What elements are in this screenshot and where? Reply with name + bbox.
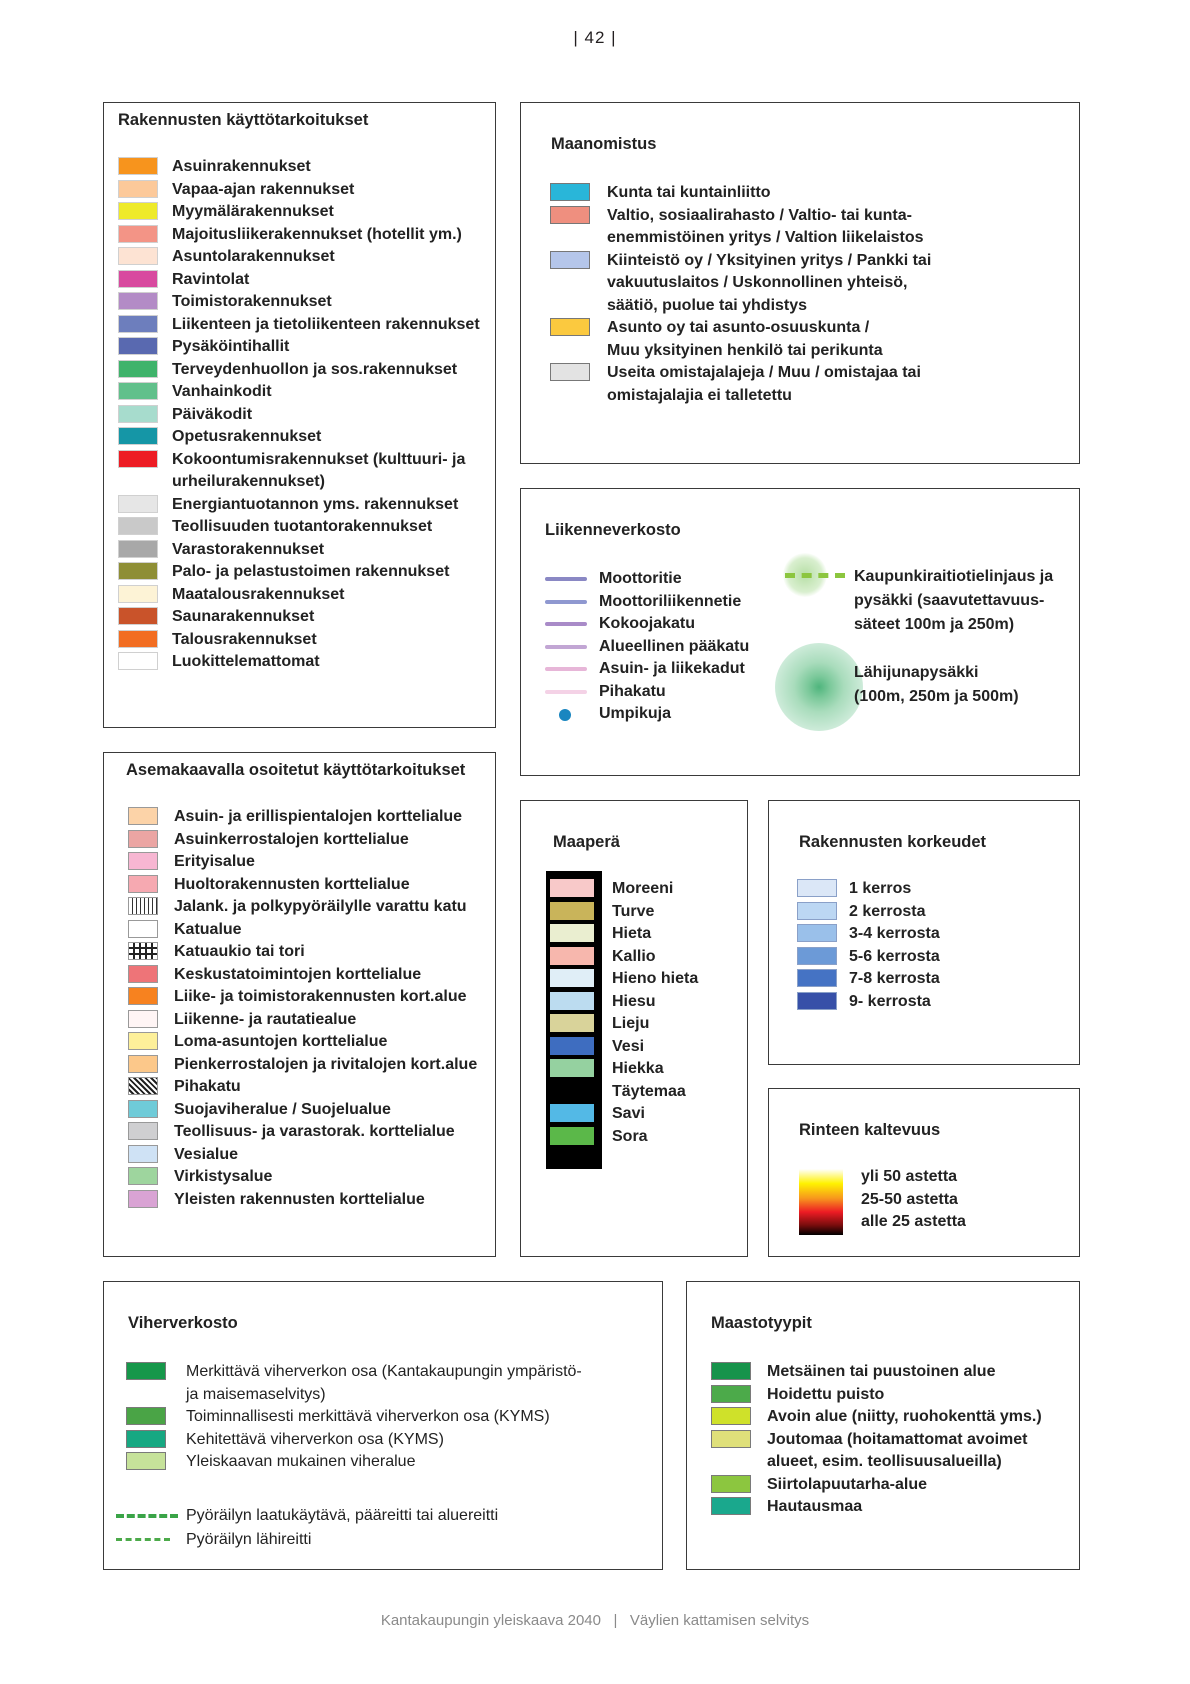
- legend-swatch: [550, 1014, 594, 1032]
- legend-swatch: [128, 1010, 158, 1028]
- legend-swatch: [126, 1362, 166, 1380]
- footer-document-title: Kantakaupungin yleiskaava 2040: [380, 1612, 601, 1629]
- legend-label: Varastorakennukset: [172, 540, 325, 558]
- page-number: | 42 |: [573, 28, 617, 47]
- legend-label: Asuinkerrostalojen korttelialue: [174, 830, 409, 848]
- legend-label: Umpikuja: [599, 705, 672, 722]
- legend-swatch: [128, 897, 158, 915]
- slope-gradient: [799, 1169, 843, 1235]
- legend-label: enemmistöinen yritys / Valtion liikelaistos: [607, 229, 924, 246]
- legend-label: Avoin alue (niitty, ruohokenttä yms.): [767, 1408, 1042, 1425]
- legend-soil: [520, 800, 748, 1257]
- road-line-symbol: [545, 645, 587, 649]
- legend-swatch: [118, 540, 158, 558]
- legend-label: Terveydenhuollon ja sos.rakennukset: [172, 360, 458, 378]
- legend-label: Täytemaa: [612, 1082, 686, 1100]
- legend-label: Hiesu: [612, 992, 656, 1010]
- legend-swatch: [711, 1407, 751, 1425]
- legend-slope: [768, 1088, 1080, 1257]
- legend-swatch: [797, 924, 837, 942]
- legend-swatch: [797, 879, 837, 897]
- legend-swatch: [118, 562, 158, 580]
- legend-label: Asunto oy tai asunto-osuuskunta /: [607, 319, 870, 336]
- legend-label: Liikenteen ja tietoliikenteen rakennukset: [172, 315, 480, 333]
- legend-swatch: [118, 382, 158, 400]
- footer-section-title: Väylien kattamisen selvitys: [629, 1612, 810, 1629]
- legend-label: Savi: [612, 1105, 645, 1122]
- legend-label: Useita omistajalajeja / Muu / omistajaa tai: [607, 364, 921, 381]
- legend-label: Myymälärakennukset: [172, 203, 334, 220]
- legend-title: Rinteen kaltevuus: [799, 1121, 941, 1139]
- legend-swatch: [118, 495, 158, 513]
- legend-label: Valtio, sosiaalirahasto / Valtio- tai kunta-: [607, 206, 912, 224]
- legend-swatch: [550, 1082, 594, 1100]
- legend-swatch: [550, 947, 594, 965]
- legend-label: Yleisten rakennusten korttelialue: [174, 1190, 425, 1208]
- legend-label: omistajalajia ei talletettu: [607, 386, 792, 404]
- legend-swatch: [550, 902, 594, 920]
- legend-label: Toiminnallisesti merkittävä viherverkon osa (KYMS): [186, 1408, 550, 1425]
- legend-label: Loma-asuntojen korttelialue: [174, 1033, 388, 1050]
- legend-swatch: [128, 830, 158, 848]
- legend-label: Suojaviheralue / Suojelualue: [174, 1100, 391, 1118]
- legend-swatch: [128, 1145, 158, 1163]
- legend-swatch: [128, 1032, 158, 1050]
- legend-label: Teollisuus- ja varastorak. korttelialue: [174, 1123, 455, 1140]
- road-line-symbol: [545, 690, 587, 694]
- legend-building-heights: [768, 800, 1080, 1065]
- legend-swatch: [128, 1100, 158, 1118]
- dead-end-dot: [559, 709, 571, 721]
- legend-label: Vesi: [612, 1037, 645, 1055]
- legend-label: Turve: [612, 902, 655, 920]
- legend-label: Kiinteistö oy / Yksityinen yritys / Pankki tai: [607, 251, 932, 269]
- legend-swatch: [128, 987, 158, 1005]
- legend-label: Kokoojakatu: [599, 615, 696, 632]
- legend-swatch: [550, 879, 594, 897]
- legend-label: säätiö, puolue tai yhdistys: [607, 296, 808, 314]
- legend-swatch: [128, 1190, 158, 1208]
- legend-label: Katuaukio tai tori: [174, 943, 305, 960]
- legend-swatch: [550, 1127, 594, 1145]
- legend-label: 5-6 kerrosta: [849, 947, 940, 965]
- footer: [0, 1612, 1190, 1629]
- cycle-local-route-label: Pyöräilyn lähireitti: [186, 1531, 312, 1548]
- legend-label: Jalank. ja polkypyöräilylle varattu katu: [174, 898, 467, 915]
- legend-label: Pihakatu: [174, 1078, 241, 1095]
- legend-title: Maaperä: [553, 833, 620, 851]
- legend-label: Asuin- ja erillispientalojen korttelialue: [174, 808, 463, 825]
- road-line-symbol: [545, 667, 587, 671]
- legend-label: 3-4 kerrosta: [849, 925, 940, 942]
- legend-swatch: [711, 1497, 751, 1515]
- legend-label: alueet, esim. teollisuusalueilla): [767, 1453, 1002, 1470]
- legend-title: Liikenneverkosto: [545, 521, 681, 539]
- tram-label-3: säteet 100m ja 250m): [854, 616, 1015, 633]
- legend-title: Rakennusten käyttötarkoitukset: [118, 111, 369, 129]
- legend-label: Hoidettu puisto: [767, 1385, 885, 1403]
- legend-swatch: [118, 270, 158, 288]
- legend-swatch: [118, 315, 158, 333]
- legend-swatch: [711, 1385, 751, 1403]
- legend-label: Hieno hieta: [612, 970, 699, 987]
- footer-separator: |: [613, 1612, 618, 1629]
- legend-swatch: [550, 183, 590, 201]
- legend-label: Päiväkodit: [172, 405, 253, 423]
- legend-swatch: [118, 517, 158, 535]
- legend-traffic-network: [520, 488, 1080, 776]
- legend-swatch: [128, 875, 158, 893]
- legend-swatch: [711, 1362, 751, 1380]
- legend-label: Siirtolapuutarha-alue: [767, 1475, 928, 1493]
- legend-label: Erityisalue: [174, 853, 255, 870]
- legend-swatch: [118, 607, 158, 625]
- legend-swatch: [550, 251, 590, 269]
- legend-swatch: [118, 225, 158, 243]
- legend-label: Palo- ja pelastustoimen rakennukset: [172, 563, 450, 580]
- legend-label: Yleiskaavan mukainen viheralue: [186, 1453, 416, 1470]
- legend-label: Maatalousrakennukset: [172, 585, 345, 603]
- legend-label: Talousrakennukset: [172, 630, 317, 648]
- legend-swatch: [128, 965, 158, 983]
- cycle-main-route-label: Pyöräilyn laatukäytävä, pääreitti tai aluereitti: [186, 1507, 499, 1524]
- train-label-2: (100m, 250m ja 500m): [854, 688, 1019, 705]
- legend-swatch: [128, 920, 158, 938]
- cycle-local-route-line: [116, 1538, 170, 1541]
- legend-swatch: [550, 1104, 594, 1122]
- legend-label: Hautausmaa: [767, 1498, 863, 1515]
- legend-swatch: [118, 157, 158, 175]
- legend-swatch: [128, 1122, 158, 1140]
- tram-label-1: Kaupunkiraitiotielinjaus ja: [854, 568, 1054, 585]
- road-line-symbol: [545, 600, 587, 604]
- legend-title: Viherverkosto: [128, 1314, 238, 1332]
- legend-label: Kunta tai kuntainliitto: [607, 184, 771, 201]
- legend-swatch: [550, 924, 594, 942]
- legend-label: Asuinrakennukset: [172, 158, 311, 175]
- legend-label: Pihakatu: [599, 682, 666, 700]
- legend-label: Saunarakennukset: [172, 608, 315, 625]
- legend-swatch: [118, 630, 158, 648]
- legend-label: Muu yksityinen henkilö tai perikunta: [607, 341, 883, 359]
- legend-label: 9- kerrosta: [849, 992, 931, 1010]
- legend-swatch: [118, 180, 158, 198]
- legend-label: Kehitettävä viherverkon osa (KYMS): [186, 1430, 444, 1448]
- legend-label: yli 50 astetta: [861, 1168, 958, 1185]
- legend-label: Pienkerrostalojen ja rivitalojen kort.alue: [174, 1055, 478, 1073]
- legend-swatch: [550, 1059, 594, 1077]
- legend-label: Liike- ja toimistorakennusten kort.alue: [174, 988, 467, 1005]
- legend-swatch: [118, 337, 158, 355]
- legend-label: Katualue: [174, 920, 242, 938]
- legend-swatch: [550, 992, 594, 1010]
- legend-swatch: [128, 1077, 158, 1095]
- legend-swatch: [797, 902, 837, 920]
- legend-swatch: [550, 969, 594, 987]
- legend-swatch: [550, 318, 590, 336]
- legend-swatch: [118, 427, 158, 445]
- legend-title: Maastotyypit: [711, 1314, 812, 1332]
- legend-swatch: [126, 1452, 166, 1470]
- legend-label: Hieta: [612, 925, 652, 942]
- legend-swatch: [128, 1167, 158, 1185]
- legend-label: Teollisuuden tuotantorakennukset: [172, 518, 433, 535]
- legend-label: Lieju: [612, 1015, 650, 1032]
- legend-title: Maanomistus: [551, 135, 657, 153]
- legend-label: vakuutuslaitos / Uskonnollinen yhteisö,: [607, 274, 908, 291]
- legend-label: Vanhainkodit: [172, 383, 272, 400]
- legend-swatch: [550, 1037, 594, 1055]
- legend-label: Keskustatoimintojen korttelialue: [174, 965, 422, 983]
- legend-label: Ravintolat: [172, 270, 250, 288]
- legend-label: urheilurakennukset): [172, 473, 325, 490]
- legend-label: Moottoritie: [599, 570, 682, 587]
- legend-label: Merkittävä viherverkon osa (Kantakaupungin ympäristö-: [186, 1363, 582, 1380]
- legend-swatch: [797, 969, 837, 987]
- cycle-main-route-line: [116, 1514, 178, 1518]
- legend-label: Toimistorakennukset: [172, 293, 332, 310]
- legend-label: 7-8 kerrosta: [849, 970, 940, 987]
- legend-terrain-types: [686, 1281, 1080, 1570]
- legend-title: Rakennusten korkeudet: [799, 833, 987, 851]
- legend-label: Moreeni: [612, 880, 674, 897]
- legend-label: Vesialue: [174, 1145, 239, 1163]
- legend-swatch: [118, 652, 158, 670]
- legend-swatch: [797, 947, 837, 965]
- legend-label: Vapaa-ajan rakennukset: [172, 180, 355, 198]
- legend-label: Alueellinen pääkatu: [599, 637, 750, 655]
- legend-swatch: [118, 247, 158, 265]
- legend-swatch: [126, 1430, 166, 1448]
- legend-swatch: [126, 1407, 166, 1425]
- legend-swatch: [118, 405, 158, 423]
- legend-label: Virkistysalue: [174, 1168, 273, 1185]
- legend-label: Sora: [612, 1127, 648, 1145]
- legend-label: Asuin- ja liikekadut: [599, 660, 745, 677]
- legend-swatch: [118, 360, 158, 378]
- legend-title: Asemakaavalla osoitetut käyttötarkoitukset: [126, 761, 466, 779]
- train-station-symbol: [775, 643, 863, 731]
- road-line-symbol: [545, 577, 587, 581]
- legend-label: Hiekka: [612, 1060, 664, 1077]
- legend-label: Majoitusliikerakennukset (hotellit ym.): [172, 225, 462, 243]
- legend-green-network: [103, 1281, 663, 1570]
- legend-label: Joutomaa (hoitamattomat avoimet: [767, 1430, 1028, 1448]
- legend-label: ja maisemaselvitys): [186, 1385, 326, 1403]
- legend-label: Metsäinen tai puustoinen alue: [767, 1363, 996, 1380]
- legend-label: Pysäköintihallit: [172, 338, 290, 355]
- road-line-symbol: [545, 622, 587, 626]
- legend-label: Huoltorakennusten korttelialue: [174, 875, 410, 893]
- legend-label: Opetusrakennukset: [172, 428, 322, 445]
- legend-swatch: [118, 202, 158, 220]
- legend-swatch: [118, 292, 158, 310]
- legend-label: Liikenne- ja rautatiealue: [174, 1010, 357, 1028]
- legend-label: Kallio: [612, 947, 656, 965]
- legend-building-use: [103, 102, 496, 728]
- legend-swatch: [128, 807, 158, 825]
- legend-swatch: [711, 1475, 751, 1493]
- legend-label: Moottoriliikennetie: [599, 592, 742, 610]
- page-number-value: 42: [584, 28, 606, 47]
- legend-land-ownership: [520, 102, 1080, 464]
- legend-label: 2 kerrosta: [849, 902, 926, 920]
- tram-line-symbol: [785, 573, 845, 578]
- legend-swatch: [118, 450, 158, 468]
- legend-zoning: [103, 752, 496, 1257]
- legend-swatch: [550, 363, 590, 381]
- legend-label: Asuntolarakennukset: [172, 248, 335, 265]
- tram-label-2: pysäkki (saavutettavuus-: [854, 592, 1045, 609]
- legend-label: alle 25 astetta: [861, 1213, 966, 1230]
- legend-label: Energiantuotannon yms. rakennukset: [172, 495, 459, 513]
- legend-label: Kokoontumisrakennukset (kulttuuri- ja: [172, 450, 466, 468]
- legend-swatch: [128, 942, 158, 960]
- legend-label: 1 kerros: [849, 880, 912, 897]
- legend-swatch: [118, 585, 158, 603]
- legend-label: Luokittelemattomat: [172, 653, 320, 670]
- legend-label: 25-50 astetta: [861, 1190, 958, 1208]
- legend-swatch: [128, 852, 158, 870]
- train-label-1: Lähijunapysäkki: [854, 664, 979, 681]
- legend-swatch: [711, 1430, 751, 1448]
- legend-swatch: [797, 992, 837, 1010]
- legend-swatch: [128, 1055, 158, 1073]
- legend-swatch: [550, 206, 590, 224]
